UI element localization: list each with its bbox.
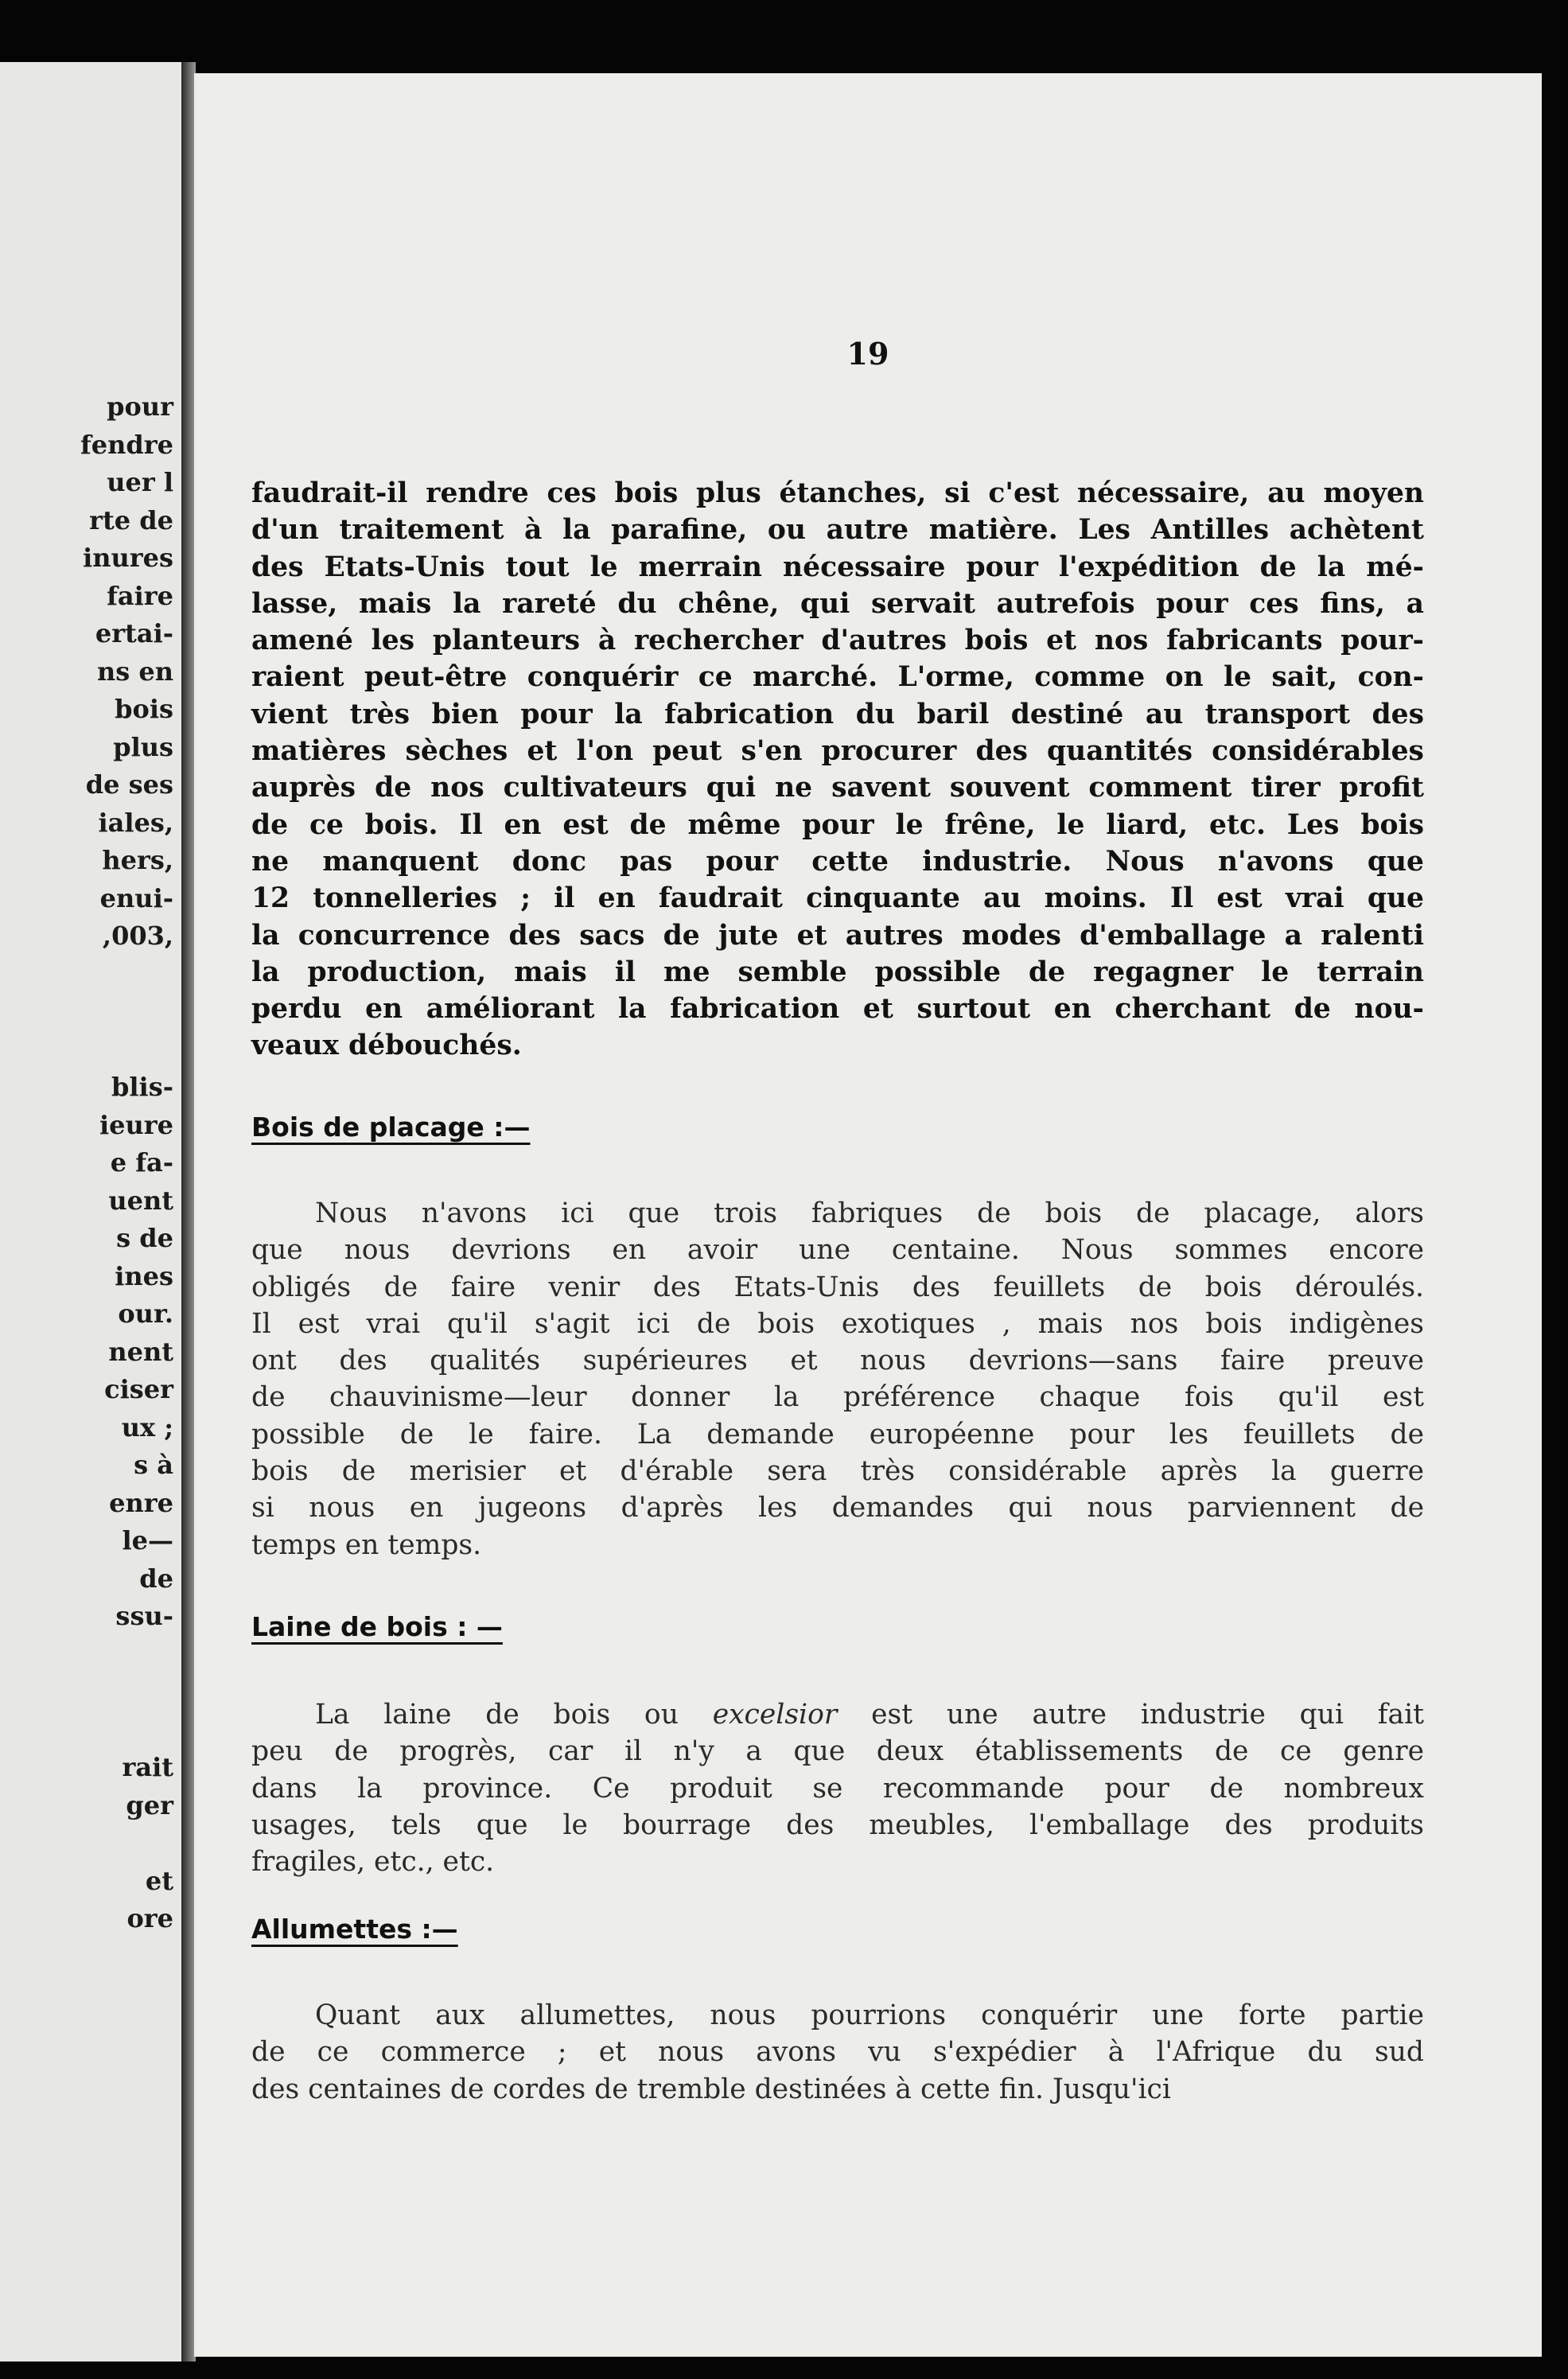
facing-line xyxy=(80,1824,173,1863)
text-line: peu de progrès, car il n'y a que deux établissements de ce genre xyxy=(251,1735,1424,1768)
text-line: raient peut-être conquérir ce marché. L'orme, comme on le sait, con- xyxy=(251,661,1424,694)
facing-line: uer l xyxy=(107,467,173,497)
facing-page xyxy=(0,62,186,2361)
text-line: auprès de nos cultivateurs qui ne savent souvent comment tirer profit xyxy=(251,772,1424,804)
section-bois-de-placage xyxy=(251,1195,1424,1563)
text-line: dans la province. Ce produit se recommande pour de nombreux xyxy=(251,1772,1424,1805)
facing-line: ger xyxy=(126,1789,173,1820)
facing-line: pour xyxy=(107,391,173,422)
text-line: Quant aux allumettes, nous pourrions conquérir une forte partie xyxy=(315,1999,1424,2031)
text-line: bois de merisier et d'érable sera très considérable après la guerre xyxy=(251,1455,1424,1488)
text-line: vient très bien pour la fabrication du baril destiné au transport des xyxy=(251,698,1424,730)
facing-line: et xyxy=(145,1865,173,1896)
italic-term: excelsior xyxy=(712,1699,838,1731)
text-line: la production, mais il me semble possible de regagner le terrain xyxy=(251,956,1424,988)
facing-line: e fa- xyxy=(110,1147,173,1178)
text-line: lasse, mais la rareté du chêne, qui servait autrefois pour ces fins, a xyxy=(251,587,1424,620)
facing-line: nent xyxy=(108,1336,173,1367)
text-line: ont des qualités supérieures et nous devrions—sans faire preuve xyxy=(251,1345,1424,1377)
facing-line: rte de xyxy=(89,504,173,535)
facing-line: ciser xyxy=(104,1374,173,1404)
text-line: Nous n'avons ici que trois fabriques de bois de placage, alors xyxy=(315,1197,1424,1229)
section-allumettes xyxy=(251,1997,1424,2108)
heading-laine-de-bois: Laine de bois : — xyxy=(251,1611,503,1642)
facing-line: hers, xyxy=(102,845,173,875)
facing-line: blis- xyxy=(111,1072,173,1102)
facing-line: ines xyxy=(115,1260,173,1291)
facing-line: ertai- xyxy=(95,618,173,648)
facing-line: ssu- xyxy=(115,1601,173,1631)
section-laine-de-bois xyxy=(251,1696,1424,1880)
facing-line: ieure xyxy=(99,1109,173,1140)
heading-bois-de-placage: Bois de placage :— xyxy=(251,1112,531,1143)
facing-line xyxy=(80,1673,173,1711)
text-line: si nous en jugeons d'après les demandes qui nous parviennent de xyxy=(251,1492,1424,1524)
facing-line: s à xyxy=(134,1450,173,1480)
facing-line: fendre xyxy=(80,429,173,460)
facing-line xyxy=(80,1711,173,1750)
facing-line: inures xyxy=(83,543,173,573)
facing-line: enre xyxy=(109,1487,173,1518)
text-line: fragiles, etc., etc. xyxy=(251,1846,495,1879)
facing-line xyxy=(80,993,173,1031)
text-line: ne manquent donc pas pour cette industrie. Nous n'avons que xyxy=(251,845,1424,878)
facing-line xyxy=(80,956,173,994)
facing-line: ns en xyxy=(96,656,173,687)
text-line: de chauvinisme—leur donner la préférence chaque fois qu'il est xyxy=(251,1381,1424,1414)
facing-line: ,003, xyxy=(102,921,173,951)
facing-line: de xyxy=(139,1563,173,1594)
text-line: matières sèches et l'on peut s'en procurer des quantités considérables xyxy=(251,735,1424,768)
facing-line: faire xyxy=(107,580,173,611)
text-line: 12 tonnelleries ; il en faudrait cinquante au moins. Il est vrai que xyxy=(251,882,1424,915)
facing-line xyxy=(80,1031,173,1069)
facing-page-text xyxy=(80,388,173,1938)
text-line: perdu en améliorant la fabrication et surtout en cherchant de nou- xyxy=(251,993,1424,1026)
facing-line: enui- xyxy=(99,882,173,913)
page-number: 19 xyxy=(846,336,889,372)
facing-line: iales, xyxy=(98,807,173,838)
facing-line: s de xyxy=(116,1223,173,1253)
text-line: faudrait-il rendre ces bois plus étanches, si c'est nécessaire, au moyen xyxy=(251,477,1424,509)
facing-line: our. xyxy=(118,1299,173,1329)
facing-line: ux ; xyxy=(121,1411,173,1443)
text-line: amené les planteurs à rechercher d'autres bois et nos fabricants pour- xyxy=(251,625,1424,657)
text-line: de ce commerce ; et nous avons vu s'expédier à l'Afrique du sud xyxy=(251,2036,1424,2069)
text-line: temps en temps. xyxy=(251,1528,482,1561)
facing-line: bois xyxy=(115,694,173,724)
facing-line: plus xyxy=(113,731,173,762)
text-line: obligés de faire venir des Etats-Unis des feuillets de bois déroulés. xyxy=(251,1271,1424,1303)
facing-line: le— xyxy=(122,1525,173,1556)
text-line: des centaines de cordes de tremble destinées à cette fin. Jusqu'ici xyxy=(251,2073,1171,2105)
intro-paragraph xyxy=(251,475,1424,1065)
text-line: veaux débouchés. xyxy=(251,1030,522,1062)
text-line: usages, tels que le bourrage des meubles, l'emballage des produits xyxy=(251,1809,1424,1841)
document-page xyxy=(194,73,1542,2357)
facing-line: uent xyxy=(108,1185,173,1216)
facing-line: rait xyxy=(122,1752,173,1782)
text-line: Il est vrai qu'il s'agit ici de bois exotiques , mais nos bois indigènes xyxy=(251,1307,1424,1340)
text-line: des Etats-Unis tout le merrain nécessaire pour l'expédition de la mé- xyxy=(251,551,1424,583)
text-line: d'un traitement à la parafine, ou autre matière. Les Antilles achètent xyxy=(251,514,1424,547)
facing-line xyxy=(80,1636,173,1674)
text-line: que nous devrions en avoir une centaine. Nous sommes encore xyxy=(251,1234,1424,1267)
text-line: la concurrence des sacs de jute et autres modes d'emballage a ralenti xyxy=(251,919,1424,952)
text-line: possible de le faire. La demande européenne pour les feuillets de xyxy=(251,1418,1424,1450)
facing-line: ore xyxy=(126,1903,173,1933)
text-line: de ce bois. Il en est de même pour le frêne, le liard, etc. Les bois xyxy=(251,808,1424,841)
text-line: La laine de bois ou excelsior est une autre industrie qui fait xyxy=(315,1699,1424,1731)
heading-allumettes: Allumettes :— xyxy=(251,1914,458,1945)
facing-line: de ses xyxy=(85,769,173,800)
